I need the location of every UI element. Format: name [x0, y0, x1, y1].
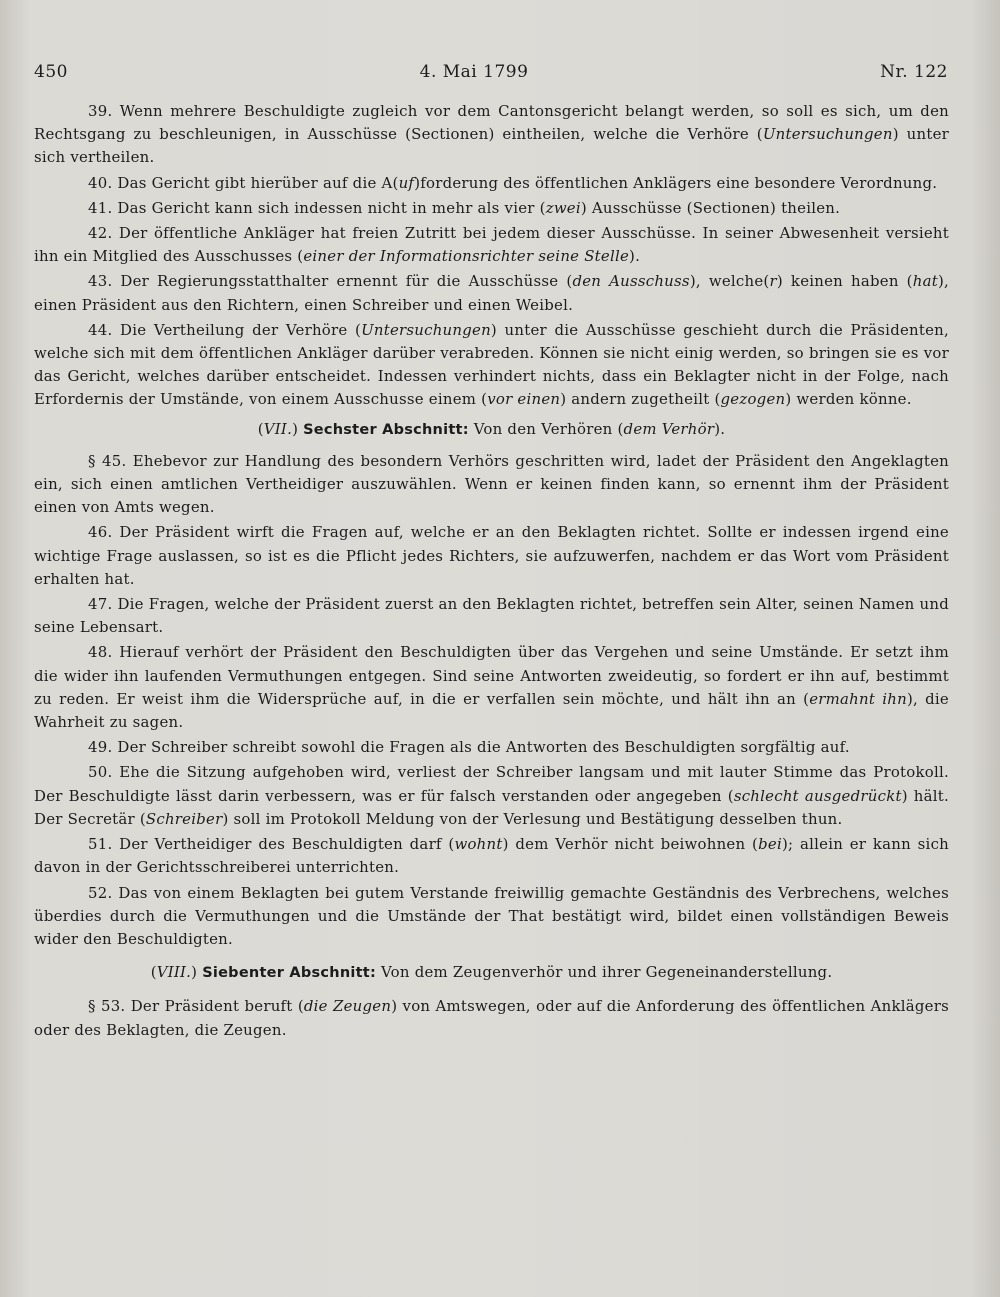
section-heading-viii: (VIII.) Siebenter Abschnitt: Von dem Zeugenverhör und ihrer Gegeneinanderstellung. [150, 963, 833, 982]
paragraph-49: 49. Der Schreiber schreibt sowohl die Fragen als die Antworten des Beschuldigten sorgfältig auf. [88, 738, 850, 757]
paragraph-40: 40. Das Gericht gibt hierüber auf die A(uf)forderung des öffentlichen Anklägers eine besondere Verordnung. [88, 173, 938, 192]
paragraph-42: 42. Der öffentliche Ankläger hat freien Zutritt bei jedem dieser Ausschüsse. In seiner Abwesenheit versieht ihn ein Mitglied des Ausschusses (einer der Informationsrichter seine Stelle). [34, 224, 949, 266]
paragraph-43: 43. Der Regierungsstatthalter ernennt für die Ausschüsse (den Ausschuss), welche(r) keinen haben (hat), einen Präsident aus den Richtern, einen Schreiber und einen Weibel. [34, 272, 949, 314]
page-header [34, 62, 948, 82]
header-date: 4. Mai 1799 [419, 62, 529, 82]
paragraph-51: 51. Der Vertheidiger des Beschuldigten darf (wohnt) dem Verhör nicht beiwohnen (bei); allein er kann sich davon in der Gerichtsschreiberei unterrichten. [34, 835, 949, 877]
page-number: 450 [34, 62, 68, 82]
document-number: Nr. 122 [880, 62, 948, 82]
section-heading-vii: (VII.) Sechster Abschnitt: Von den Verhören (dem Verhör). [257, 419, 726, 438]
paragraph-41: 41. Das Gericht kann sich indessen nicht in mehr als vier (zwei) Ausschüsse (Sectionen) theilen. [88, 198, 841, 217]
paragraph-52: 52. Das von einem Beklagten bei gutem Verstande freiwillig gemachte Geständnis des Verbrechens, welches überdies durch die Vermuthungen und die Umstände der That bestätigt wird, bildet einen vollständigen Beweis wider den Beschuldigten. [34, 883, 949, 948]
paragraph-46: 46. Der Präsident wirft die Fragen auf, welche er an den Beklagten richtet. Sollte er indessen irgend eine wichtige Frage auslassen, so ist es die Pflicht jedes Richters, sie aufzuwerfen, nachdem er das Wort vom Präsident erhalten hat. [34, 523, 949, 588]
paragraph-53: § 53. Der Präsident beruft (die Zeugen) von Amtswegen, oder auf die Anforderung des öffentlichen Anklägers oder des Beklagten, die Zeugen. [34, 997, 949, 1039]
paragraph-39: 39. Wenn mehrere Beschuldigte zugleich vor dem Cantonsgericht belangt werden, so soll es sich, um den Rechtsgang zu beschleunigen, in Ausschüsse (Sectionen) eintheilen, welche die Verhöre (Untersuchungen) unter sich vertheilen. [34, 102, 949, 167]
paragraph-50: 50. Ehe die Sitzung aufgehoben wird, verliest der Schreiber langsam und mit lauter Stimme das Protokoll. Der Beschuldigte lässt darin verbessern, was er für falsch verstanden oder angegeben (schlecht ausgedrückt) hält. Der Secretär (Schreiber) soll im Protokoll Meldung von der Verlesung und Bestätigung desselben thun. [34, 763, 950, 828]
paragraph-45: § 45. Ehebevor zur Handlung des besondern Verhörs geschritten wird, ladet der Präsident den Angeklagten ein, sich einen amtlichen Vertheidiger auszuwählen. Wenn er keinen finden kann, so ernennt ihm der Präsident einen von Amts wegen. [34, 451, 949, 517]
page-body [34, 100, 949, 1044]
paragraph-47: 47. Die Fragen, welche der Präsident zuerst an den Beklagten richtet, betreffen sein Alter, seinen Namen und seine Lebensart. [34, 595, 949, 637]
paragraph-48: 48. Hierauf verhört der Präsident den Beschuldigten über das Vergehen und seine Umstände. Er setzt ihm die wider ihn laufenden Vermuthungen entgegen. Sind seine Antworten zweideutig, so fordert er ihn auf, bestimmt zu reden. Er weist ihm die Widersprüche auf, in die er verfallen sein möchte, und hält ihn an (ermahnt ihn), die Wahrheit zu sagen. [34, 643, 949, 732]
paragraph-44: 44. Die Vertheilung der Verhöre (Untersuchungen) unter die Ausschüsse geschieht durch die Präsidenten, welche sich mit dem öffentlichen Ankläger darüber verabreden. Können sie nicht einig werden, so bringen sie es vor das Gericht, welches darüber entscheidet. Indessen verhindert nichts, dass ein Beklagter nicht in der Folge, nach Erfordernis der Umstände, von einem Ausschusse einem (vor einen) andern zugetheilt (gezogen) werden könne. [34, 320, 950, 409]
